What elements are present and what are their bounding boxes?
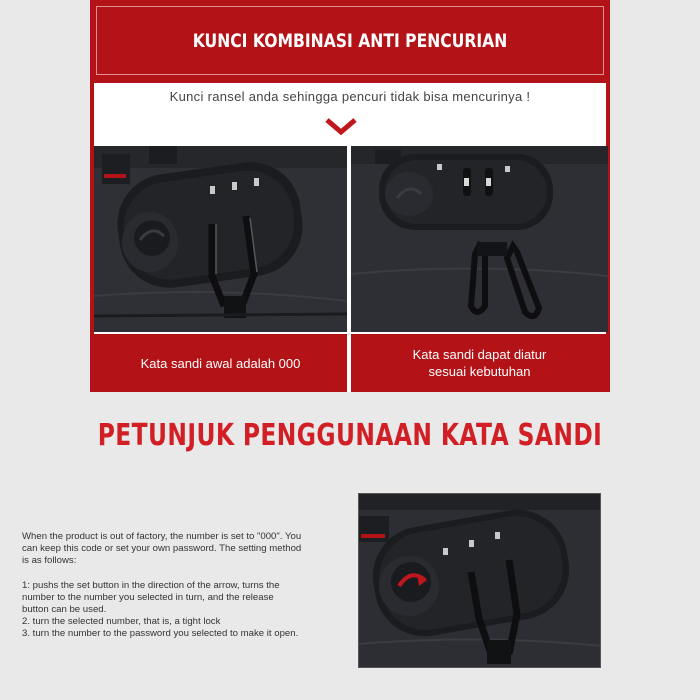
lock-open-illustration <box>351 146 608 332</box>
caption-default-code-text: Kata sandi awal adalah 000 <box>140 355 301 371</box>
header-title: KUNCI KOMBINASI ANTI PENCURIAN <box>192 30 508 52</box>
instructions-step1-line: button can be used. <box>22 604 107 616</box>
caption-custom-code-line2: sesuai kebutuhan <box>428 364 531 379</box>
instructions-intro-line: is as follows: <box>22 555 77 567</box>
instructions-step3: 3. turn the number to the password you selected to make it open. <box>22 628 299 640</box>
lock-set-button-illustration <box>359 494 601 668</box>
lock-closed-illustration <box>94 146 347 332</box>
instructions-intro-line: When the product is out of factory, the number is set to "000". You <box>22 531 302 542</box>
lock-photo-default <box>94 146 347 332</box>
caption-custom-code <box>351 334 608 392</box>
chevron-down-icon <box>325 118 357 136</box>
header-banner <box>90 0 610 86</box>
caption-custom-code-line1: Kata sandi dapat diatur <box>412 347 547 362</box>
instructions-text <box>22 531 352 641</box>
lock-photo-setting <box>358 493 601 668</box>
section-heading: PETUNJUK PENGGUNAAN KATA SANDI <box>97 418 603 453</box>
instructions-step2: 2. turn the selected number, that is, a tight lock <box>22 616 221 628</box>
instructions-step1-line: number to the number you selected in turn, and the release <box>22 591 274 603</box>
caption-default-code <box>94 334 347 392</box>
header-subtitle: Kunci ransel anda sehingga pencuri tidak bisa mencurinya ! <box>169 89 531 104</box>
instructions-intro-line: can keep this code or set your own password. The setting method <box>22 543 302 555</box>
lock-photo-custom <box>351 146 608 332</box>
instructions-step1-line: 1: pushs the set button in the direction of the arrow, turns the <box>22 579 280 591</box>
